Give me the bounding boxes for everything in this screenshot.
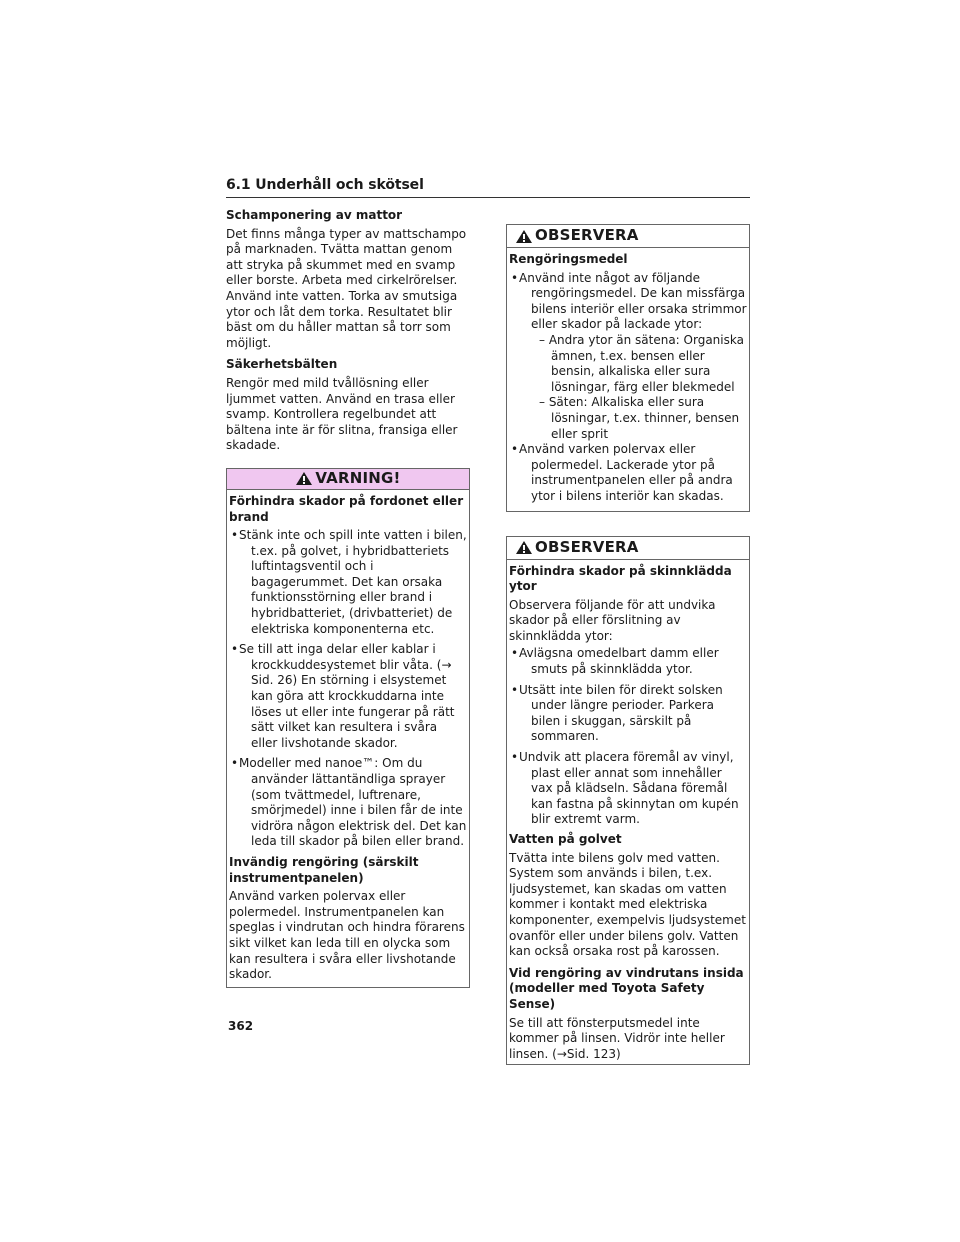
dash-item: – Säten: Alkaliska eller sura lösningar, t.ex. thinner, bensen eller sprit — [539, 395, 740, 441]
seatbelts-text: Rengör med mild tvållösning eller ljummet vatten. Använd en trasa eller svamp. Kontrollera regelbundet att bältena inte är för slitna, fransiga eller skadade. — [226, 375, 458, 453]
leather-text: Observera följande för att undvika skador på eller förslitning av skinnklädda ytor: — [509, 597, 716, 643]
observe-label: OBSERVERA — [535, 537, 639, 556]
warning-header — [227, 469, 469, 490]
carpet-shampoo-heading: Schamponering av mattor — [226, 208, 403, 222]
observe-item: • Avlägsna omedelbart damm eller smuts på skinnklädda ytor. — [511, 646, 719, 677]
interior-cleaning-heading: Invändig rengöring (särskilt instrumentpanelen) — [229, 854, 419, 885]
windshield-text: Se till att fönsterputsmedel inte kommer på linsen. Vidrör inte heller linsen. (→Sid. 123) — [509, 1015, 725, 1061]
floor-water-heading: Vatten på golvet — [509, 832, 622, 846]
page-number: 362 — [228, 1019, 254, 1033]
warning-item: • Se till att inga delar eller kablar i krockkuddesystemet blir våta. (→ Sid. 26) En störning i elsystemet kan göra att krockkuddarna inte löses ut eller inte fungerar på rätt sätt vilket kan resultera i svåra eller livshotande skador. — [231, 642, 455, 750]
warning-label: VARNING! — [315, 469, 401, 488]
observe-box-cleaning — [506, 224, 750, 512]
warning-triangle-icon — [515, 229, 533, 244]
observe-item: • Använd varken polervax eller polermedel. Lackerade ytor på instrumentpanelen eller på andra ytor i bilens interiör kan skadas. — [511, 442, 733, 503]
section-header — [226, 178, 750, 198]
section-title: 6.1 Underhåll och skötsel — [226, 177, 424, 193]
floor-water-text: Tvätta inte bilens golv med vatten. System som används i bilen, t.ex. ljudsystemet, kan skadas om vatten kommer i kontakt med elektriska komponenter, exempelvis ljudsystemet ovanför eller under bilens golv. Vatten kan också orsaka rost på karossen. — [509, 850, 746, 959]
observe-item: • Utsätt inte bilen för direkt solsken under längre perioder. Parkera bilen i skuggan, särskilt på sommaren. — [511, 682, 723, 744]
dash-item: – Andra ytor än sätena: Organiska ämnen, t.ex. bensen eller bensin, alkaliska eller sura lösningar, färg eller blekmedel — [539, 332, 744, 394]
warning-box — [226, 468, 470, 988]
interior-cleaning-text: Använd varken polervax eller polermedel. Instrumentpanelen kan speglas i vindrutan och hindra förarens sikt vilket kan leda till en olycka som kan resultera i svåra eller livshotande skador. — [229, 889, 465, 982]
observe-header — [507, 225, 749, 248]
observe-box-leather — [506, 536, 750, 1066]
cleaning-agents-heading: Rengöringsmedel — [509, 252, 628, 266]
observe-item: • Undvik att placera föremål av vinyl, plast eller annat som innehåller vax på klädseln. Sådana föremål kan fastna på skinnytan om kupén blir extremt varm. — [511, 750, 739, 827]
observe-header — [507, 537, 749, 560]
seatbelts-heading: Säkerhetsbälten — [226, 357, 338, 372]
warning-triangle-icon — [295, 471, 313, 486]
carpet-shampoo-text: Det finns många typer av mattschampo på marknaden. Tvätta mattan genom att stryka på skummet med en svamp eller borste. Arbeta med cirkelrörelser. Använd inte vatten. Torka av smutsiga ytor och låt dem torka. Resultatet blir bäst om du håller mattan så torr som möjligt. — [226, 226, 467, 350]
right-column — [506, 224, 750, 1075]
observe-item: • Använd inte något av följande rengöringsmedel. De kan missfärga bilens interiör eller orsaka strimmor eller skador på lackade ytor: – Andra ytor än sätena: Organiska ämnen, t.ex. bensen eller bensin, alkaliska eller sura lösningar, färg eller blekmedel – Säten: Alkaliska eller sura lösningar, t.ex. thinner, bensen eller sprit — [511, 270, 747, 441]
warning-triangle-icon — [515, 540, 533, 555]
leather-heading: Förhindra skador på skinnklädda ytor — [509, 563, 732, 594]
warning-title: Förhindra skador på fordonet eller brand — [229, 493, 464, 524]
observe-label: OBSERVERA — [535, 226, 639, 245]
windshield-heading: Vid rengöring av vindrutans insida (modeller med Toyota Safety Sense) — [509, 965, 744, 1011]
warning-item: • Modeller med nanoe™: Om du använder lättantändliga sprayer (som tvättmedel, luftrenare, smörjmedel) inne i bilen får de inte vidröra någon elektrisk del. Det kan leda till skador på bilen eller brand. — [231, 756, 467, 849]
warning-item: • Stänk inte och spill inte vatten i bilen, t.ex. på golvet, i hybridbatteriets luftintagsventil och i bagagerummet. Det kan orsaka funktionsstörning eller brand i hybridbatteriet, (drivbatteriet) de elektriska komponenterna etc. — [231, 528, 467, 636]
left-column — [226, 208, 470, 998]
